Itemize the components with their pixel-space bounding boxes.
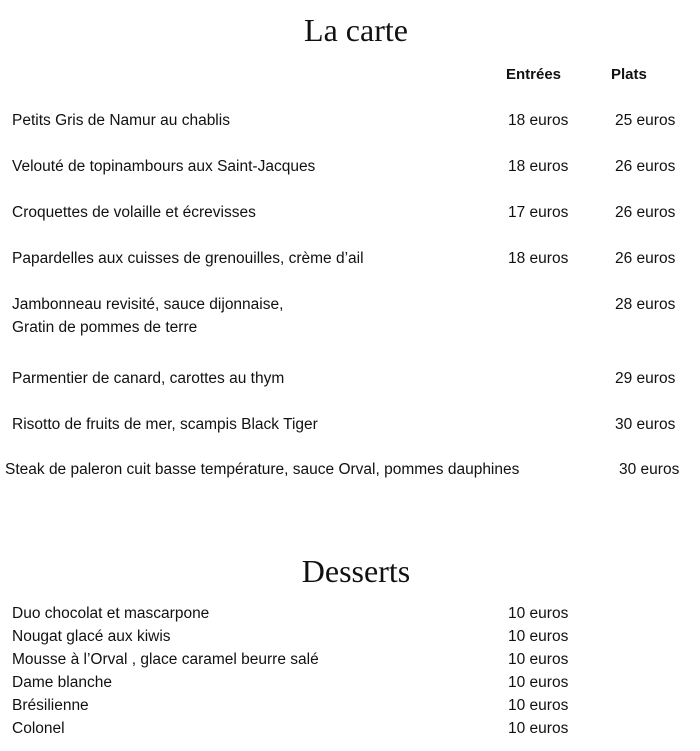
menu-item-entree-price: 17 euros xyxy=(508,204,569,221)
dessert-item-price: 10 euros xyxy=(508,674,569,691)
menu-item-plat-price: 26 euros xyxy=(615,204,676,221)
menu-item-plat-price: 28 euros xyxy=(615,296,676,313)
dessert-item-name: Dame blanche xyxy=(12,674,112,691)
menu-item-name: Parmentier de canard, carottes au thym xyxy=(12,370,285,387)
menu-item-name: Jambonneau revisité, sauce dijonnaise, xyxy=(12,296,284,313)
entrees-column-header: Entrées xyxy=(506,66,562,83)
dessert-item-price: 10 euros xyxy=(508,628,569,645)
dessert-item-name: Mousse à l’Orval , glace caramel beurre salé xyxy=(12,651,319,668)
dessert-item-name: Nougat glacé aux kiwis xyxy=(12,628,171,645)
dessert-item-price: 10 euros xyxy=(508,697,569,714)
menu-item-name-line2: Gratin de pommes de terre xyxy=(12,319,198,336)
dessert-item-price: 10 euros xyxy=(508,605,569,622)
plats-column-header: Plats xyxy=(611,66,647,83)
menu-item-name: Croquettes de volaille et écrevisses xyxy=(12,204,256,221)
menu-item-name: Petits Gris de Namur au chablis xyxy=(12,112,230,129)
dessert-item-price: 10 euros xyxy=(508,651,569,668)
menu-item-name: Risotto de fruits de mer, scampis Black Tiger xyxy=(12,416,318,433)
menu-item-plat-price: 30 euros xyxy=(619,461,680,478)
menu-item-entree-price: 18 euros xyxy=(508,112,569,129)
dessert-item-name: Colonel xyxy=(12,720,65,737)
menu-item-name: Velouté de topinambours aux Saint-Jacques xyxy=(12,158,316,175)
dessert-item-name: Brésilienne xyxy=(12,697,89,714)
desserts-title: Desserts xyxy=(301,553,411,589)
menu-item-plat-price: 30 euros xyxy=(615,416,676,433)
menu-item-plat-price: 26 euros xyxy=(615,250,676,267)
menu-item-entree-price: 18 euros xyxy=(508,158,569,175)
menu-item-name: Papardelles aux cuisses de grenouilles, crème d’ail xyxy=(12,250,364,267)
menu-item-plat-price: 29 euros xyxy=(615,370,676,387)
menu-item-entree-price: 18 euros xyxy=(508,250,569,267)
carte-title: La carte xyxy=(304,12,408,48)
dessert-item-name: Duo chocolat et mascarpone xyxy=(12,605,210,622)
menu-item-name: Steak de paleron cuit basse température, sauce Orval, pommes dauphines xyxy=(5,461,520,478)
menu-item-plat-price: 26 euros xyxy=(615,158,676,175)
menu-item-plat-price: 25 euros xyxy=(615,112,676,129)
dessert-item-price: 10 euros xyxy=(508,720,569,737)
